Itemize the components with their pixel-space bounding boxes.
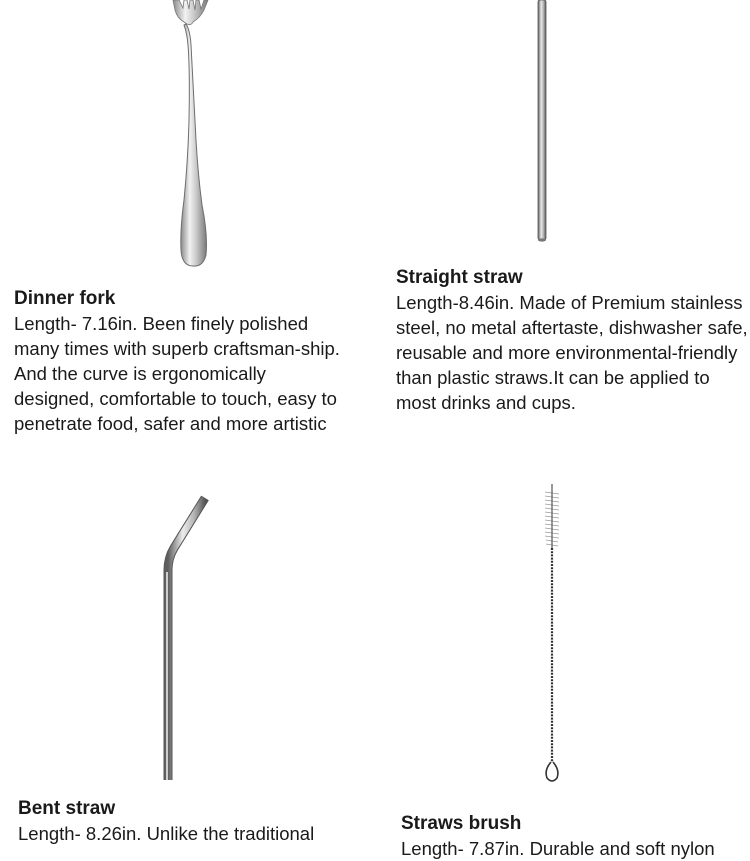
- straight-straw-title: Straight straw: [396, 267, 523, 288]
- dinner-fork-section: [14, 286, 349, 436]
- straw-brush-icon: [538, 482, 568, 787]
- straws-brush-description: Length- 7.87in. Durable and soft nylon: [401, 838, 715, 859]
- bent-straw-icon: [150, 490, 220, 790]
- fork-icon: [160, 0, 230, 270]
- bent-straw-description: Length- 8.26in. Unlike the traditional: [18, 823, 315, 844]
- straight-straw-icon: [534, 0, 550, 245]
- bent-straw-title: Bent straw: [18, 798, 116, 819]
- straws-brush-title: Straws brush: [401, 813, 522, 834]
- straight-straw-description: Length-8.46in. Made of Premium stainless steel, no metal aftertaste, dishwasher safe, reusable and more environmental-friendly than plastic straws.It can be applied to most drinks and cups.: [396, 292, 748, 413]
- dinner-fork-title: Dinner fork: [14, 288, 116, 309]
- straws-brush-section: [401, 811, 746, 861]
- straight-straw-section: [396, 265, 750, 415]
- dinner-fork-description: Length- 7.16in. Been finely polished many times with superb craftsman-ship. And the curve is ergonomically designed, comfortable to touch, easy to penetrate food, safer and more artistic: [14, 313, 340, 434]
- bent-straw-section: [18, 796, 348, 846]
